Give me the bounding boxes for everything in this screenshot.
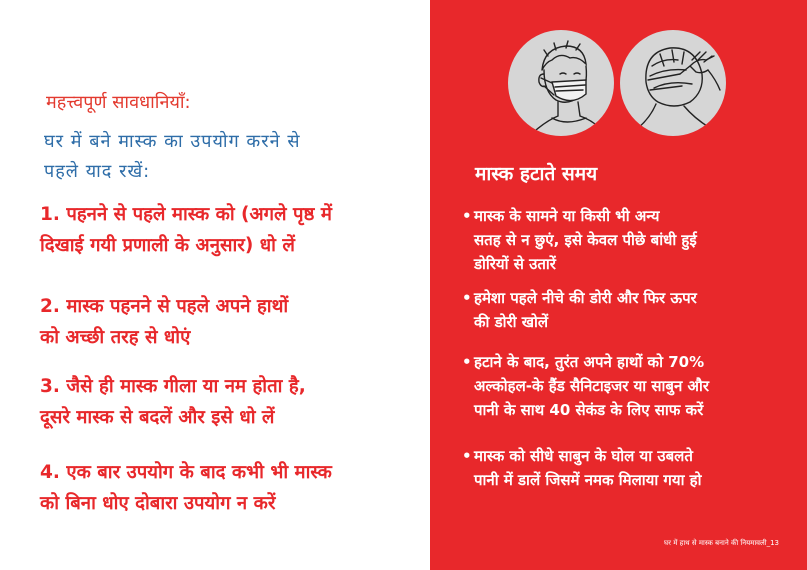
bullet-line: सतह से न छुएं, इसे केवल पीछे बांधी हुई [474,231,697,249]
step-4 [40,457,332,519]
bullet-line: हमेशा पहले नीचे की डोरी और फिर ऊपर [474,289,697,307]
bullet-line: पानी में डालें जिसमें नमक मिलाया गया हो [474,471,702,489]
precautions-heading: महत्त्वपूर्ण सावधानियाँ: [46,92,191,113]
bullet-icon: • [462,353,472,371]
step-line: 2. मास्क पहनने से पहले अपने हाथों [40,296,289,317]
step-1 [40,199,332,261]
step-3 [40,371,306,433]
bullet-line: डोरियों से उतारें [474,255,556,273]
bullet-line: हटाने के बाद, तुरंत अपने हाथों को 70% [474,353,705,371]
bullet-icon: • [462,207,472,225]
step-line: 1. पहनने से पहले मास्क को (अगले पृष्ठ में [40,204,332,225]
list-item [462,350,709,422]
bullet-icon: • [462,447,472,465]
bullet-line: मास्क को सीधे साबुन के घोल या उबलते [474,447,693,465]
removing-mask-title: मास्क हटाते समय [475,163,598,185]
bullet-line: की डोरी खोलें [474,313,549,331]
subheading-line: घर में बने मास्क का उपयोग करने से [44,131,301,152]
step-line: को बिना धोए दोबारा उपयोग न करें [40,493,276,514]
bullet-line: मास्क के सामने या किसी भी अन्य [474,207,660,225]
step-2 [40,291,288,353]
subheading-line: पहले याद रखें: [44,161,151,182]
bullet-icon: • [462,289,472,307]
list-item [462,286,697,334]
remember-subheading [44,127,404,187]
person-wearing-mask-icon [508,30,614,136]
step-line: दूसरे मास्क से बदलें और इसे धो लें [40,407,275,428]
page-footer: घर में हाथ से मास्क बनाने की नियमावली_13 [664,539,779,547]
step-line: 3. जैसे ही मास्क गीला या नम होता है, [40,376,306,397]
list-item [462,204,697,276]
list-item [462,444,702,492]
step-line: दिखाई गयी प्रणाली के अनुसार) धो लें [40,235,295,256]
step-line: को अच्छी तरह से धोएं [40,327,191,348]
person-removing-mask-icon [620,30,726,136]
step-line: 4. एक बार उपयोग के बाद कभी भी मास्क [40,462,332,483]
bullet-line: अल्कोहल-के हैंड सैनिटाइजर या साबुन और [474,377,710,395]
bullet-line: पानी के साथ 40 सेकंड के लिए साफ करें [474,401,704,419]
